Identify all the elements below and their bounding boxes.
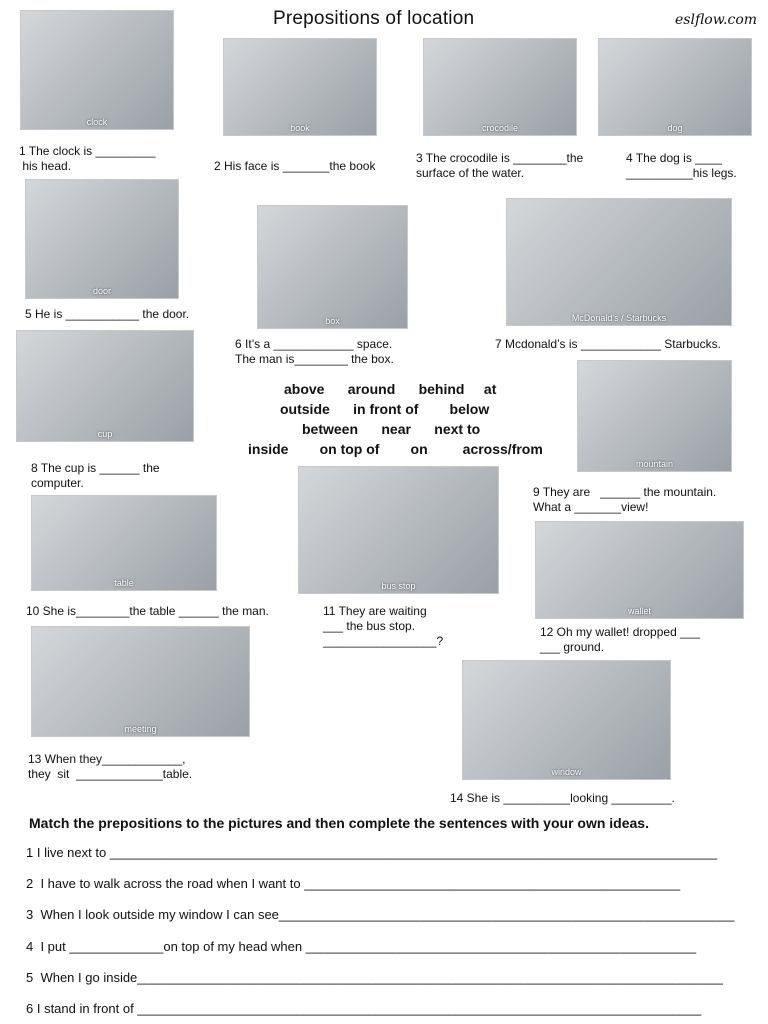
caption-5: 5 He is ___________ the door. — [25, 307, 190, 321]
exercise-line-3: 3 When I look outside my window I can see_______________________________________________________________ — [26, 907, 735, 922]
caption-9: 9 They are ______ the mountain. What a _______view! — [533, 485, 717, 514]
exercise-line-6: 6 I stand in front of ______________________________________________________________________________ — [26, 1001, 702, 1016]
instruction-text: Match the prepositions to the pictures and then complete the sentences with your own ideas. — [29, 815, 649, 831]
caption-8: 8 The cup is ______ the computer. — [31, 461, 160, 490]
photo-cup-computer: cup — [16, 330, 194, 442]
exercise-line-4: 4 I put _____________on top of my head when ______________________________________________________ — [26, 939, 697, 954]
photo-bus-stop: bus stop — [298, 466, 499, 594]
caption-7: 7 Mcdonald’s is ____________ Starbucks. — [495, 337, 721, 351]
photo-mountain-view: mountain — [577, 360, 732, 472]
caption-1: 1 The clock is _________ his head. — [19, 144, 156, 173]
word-bank-row-3: between near next to — [302, 421, 481, 437]
exercise-line-1: 1 I live next to ____________________________________________________________________________________ — [26, 845, 718, 860]
caption-4: 4 The dog is ____ __________his legs. — [626, 151, 737, 180]
photo-table-meeting: table — [31, 495, 217, 591]
brand-logo: eslflow.com — [675, 12, 758, 28]
exercise-line-5: 5 When I go inside_________________________________________________________________________________ — [26, 970, 723, 985]
caption-13: 13 When they____________, they sit _____________table. — [28, 752, 193, 781]
photo-man-box: box — [257, 205, 408, 329]
caption-11: 11 They are waiting ___ the bus stop. _________________? — [323, 604, 444, 648]
caption-12: 12 Oh my wallet! dropped ___ ___ ground. — [540, 625, 701, 654]
photo-crocodile-water: crocodile — [423, 38, 577, 136]
word-bank-row-1: above around behind at — [284, 381, 497, 397]
photo-wallet-ground: wallet — [535, 521, 744, 619]
photo-dog-legs: dog — [598, 38, 752, 136]
caption-10: 10 She is________the table ______ the man. — [26, 604, 269, 618]
photo-man-door: door — [25, 179, 179, 299]
caption-14: 14 She is __________looking _________. — [450, 791, 675, 805]
caption-6: 6 It’s a ____________ space. The man is________ the box. — [235, 337, 394, 366]
photo-book-face: book — [223, 38, 377, 136]
page-title: Prepositions of location — [273, 8, 475, 29]
word-bank-row-4: inside on top of on across/from — [248, 441, 543, 457]
photo-mcdonalds-starbucks: McDonald's / Starbucks — [506, 198, 732, 326]
photo-meeting-table: meeting — [31, 626, 250, 737]
caption-2: 2 His face is _______the book — [214, 159, 376, 173]
exercise-line-2: 2 I have to walk across the road when I want to ____________________________________________________ — [26, 876, 681, 891]
photo-clock-student: clock — [20, 10, 174, 130]
word-bank-row-2: outside in front of below — [280, 401, 490, 417]
photo-woman-window: window — [462, 660, 671, 780]
caption-3: 3 The crocodile is ________the surface of the water. — [416, 151, 584, 180]
